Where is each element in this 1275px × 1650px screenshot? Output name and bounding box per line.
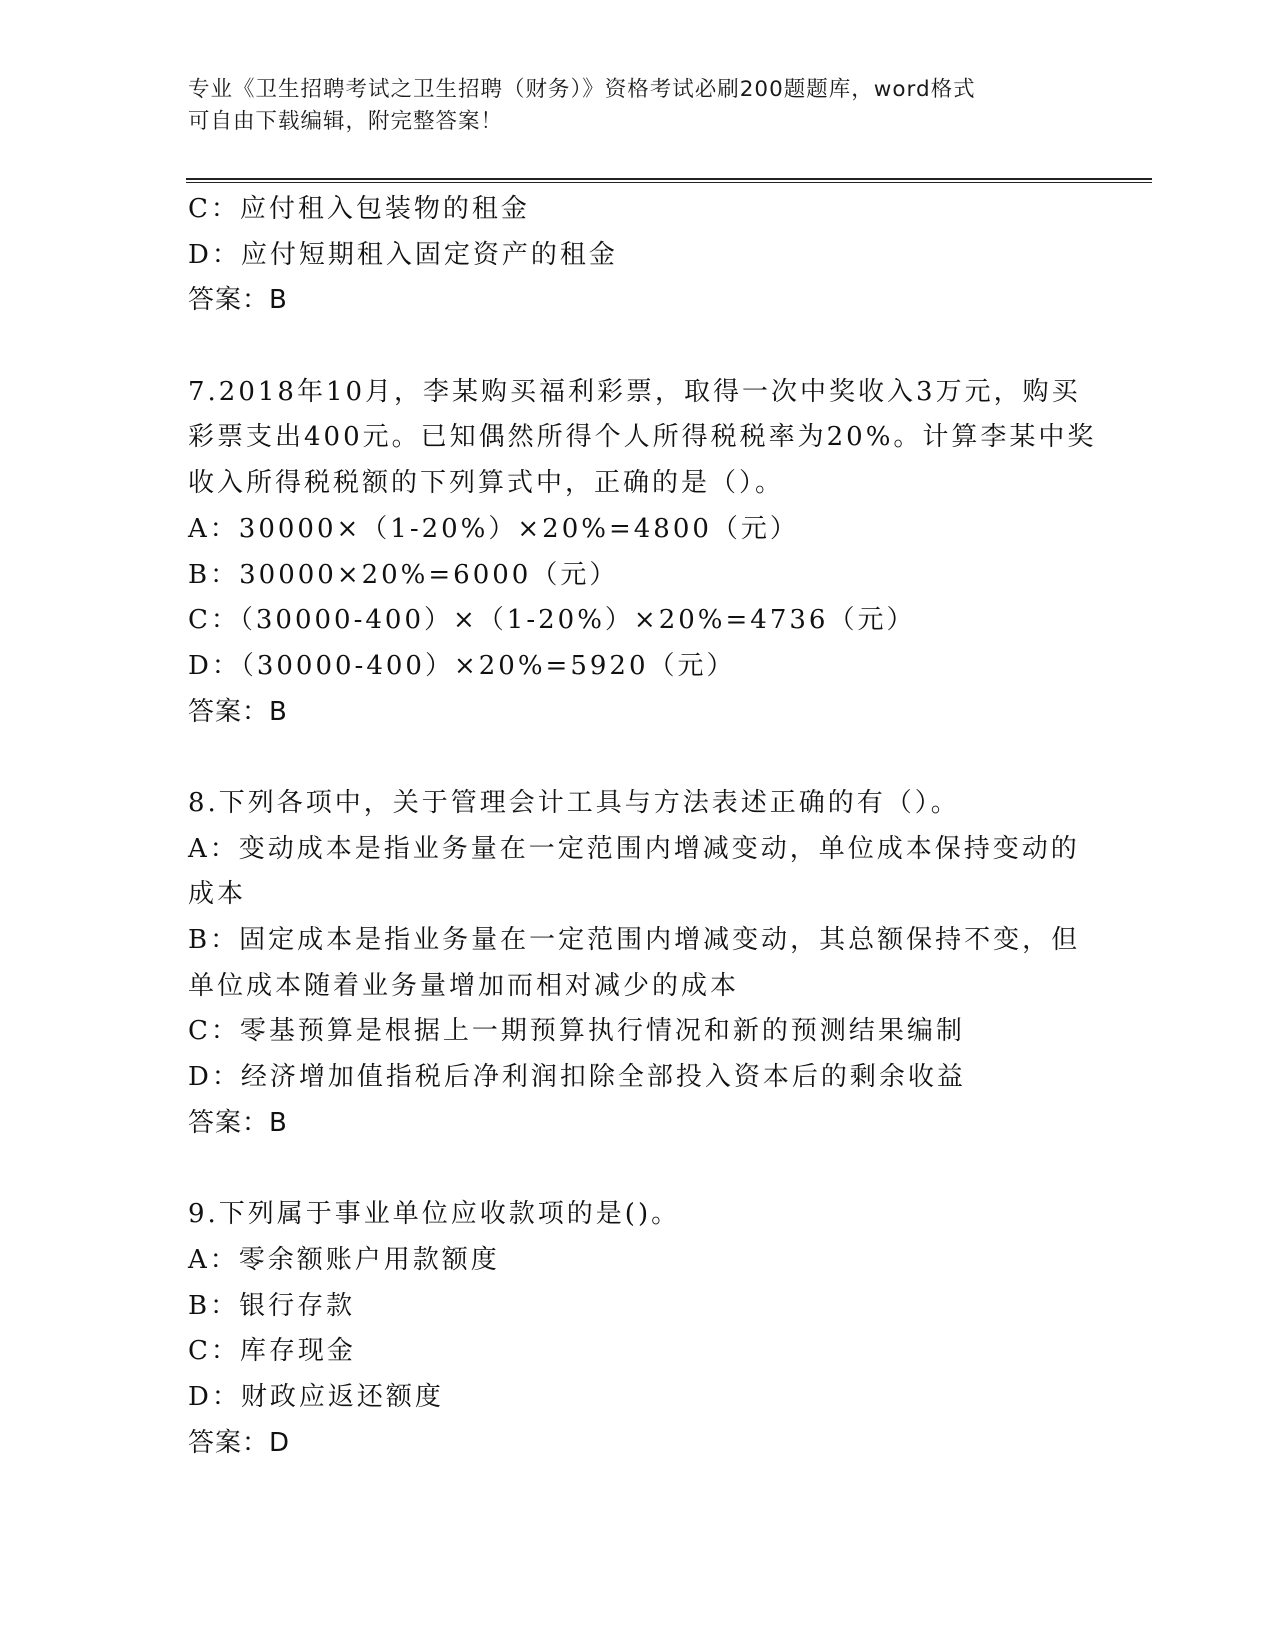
option-c: C：库存现金 <box>188 1336 356 1367</box>
option-b: B：银行存款 <box>188 1290 356 1321</box>
option-d: D：（30000-400）×20%=5920（元） <box>188 650 736 681</box>
question-stem: 8.下列各项中，关于管理会计工具与方法表述正确的有（）。 <box>188 787 960 818</box>
option-a: A：变动成本是指业务量在一定范围内增减变动，单位成本保持变动的 <box>188 833 1080 864</box>
option-b-continued: 单位成本随着业务量增加而相对减少的成本 <box>188 970 740 1001</box>
option-a: A：30000×（1-20%）×20%=4800（元） <box>188 513 799 544</box>
header-rule-thin <box>186 182 1152 183</box>
answer: 答案：B <box>188 1107 288 1138</box>
header-line-2: 可自由下载编辑，附完整答案！ <box>188 109 504 134</box>
spacer <box>188 735 1088 781</box>
question-stem: 9.下列属于事业单位应收款项的是()。 <box>188 1199 681 1230</box>
spacer <box>188 324 1088 370</box>
question-stem: 7.2018年10月，李某购买福利彩票，取得一次中奖收入3万元，购买 <box>188 376 1081 407</box>
option-d: D：经济增加值指税后净利润扣除全部投入资本后的剩余收益 <box>188 1062 966 1093</box>
question-7 <box>188 370 1097 736</box>
option-a-continued: 成本 <box>188 879 247 910</box>
option-c: C：应付租入包装物的租金 <box>188 194 530 224</box>
option-c: C：零基预算是根据上一期预算执行情况和新的预测结果编制 <box>188 1016 965 1047</box>
question-6 <box>188 187 1088 324</box>
answer: 答案：B <box>188 285 288 316</box>
question-list <box>188 187 1097 1466</box>
question-stem: 彩票支出400元。已知偶然所得个人所得税税率为20%。计算李某中奖 <box>188 422 1097 453</box>
spacer <box>188 1146 1088 1192</box>
header-rule-thick <box>186 178 1152 180</box>
option-d: D：财政应返还额度 <box>188 1381 444 1412</box>
option-a: A：零余额账户用款额度 <box>188 1244 500 1275</box>
option-c: C：（30000-400）×（1-20%）×20%=4736（元） <box>188 605 916 636</box>
question-stem: 收入所得税税额的下列算式中，正确的是（）。 <box>188 468 785 499</box>
option-b: B：30000×20%=6000（元） <box>188 559 619 590</box>
option-b: B：固定成本是指业务量在一定范围内增减变动，其总额保持不变，但 <box>188 925 1081 955</box>
document-header <box>188 74 1088 138</box>
answer: 答案：D <box>188 1427 291 1458</box>
option-d: D：应付短期租入固定资产的租金 <box>188 239 618 270</box>
answer: 答案：B <box>188 696 288 727</box>
question-9 <box>188 1192 1088 1466</box>
header-line-1: 专业《卫生招聘考试之卫生招聘（财务）》资格考试必刷200题题库，word格式 <box>188 77 976 102</box>
question-8 <box>188 781 1088 1147</box>
